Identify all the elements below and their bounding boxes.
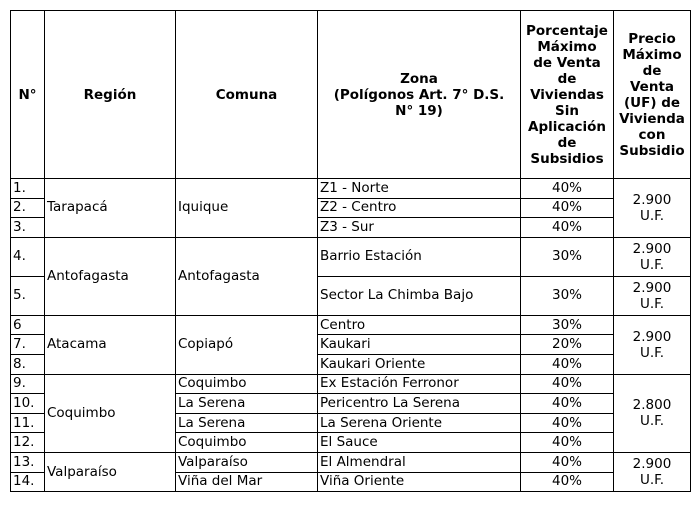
row-number: 9.: [11, 374, 45, 394]
header-comuna: Comuna: [176, 11, 318, 179]
comuna-cell: Coquimbo: [176, 433, 318, 453]
header-porcentaje: Porcentaje Máximo de Venta de Viviendas Sin Aplicación de Subsidios: [521, 11, 614, 179]
row-number: 4.: [11, 237, 45, 276]
header-region: Región: [45, 11, 176, 179]
zona-cell: Barrio Estación: [318, 237, 521, 276]
percentage-cell: 40%: [521, 374, 614, 394]
price-cell: 2.900 U.F.: [614, 237, 691, 276]
table-row: [11, 452, 691, 472]
price-cell: 2.900 U.F.: [614, 452, 691, 491]
zona-cell: La Serena Oriente: [318, 413, 521, 433]
row-number: 14.: [11, 472, 45, 492]
zona-cell: Pericentro La Serena: [318, 394, 521, 414]
row-number: 12.: [11, 433, 45, 453]
price-cell: 2.900 U.F.: [614, 276, 691, 315]
zona-cell: Sector La Chimba Bajo: [318, 276, 521, 315]
row-number: 11.: [11, 413, 45, 433]
header-row: [11, 11, 691, 179]
header-precio: Precio Máximo de Venta (UF) de Vivienda con Subsidio: [614, 11, 691, 179]
header-zona: Zona (Polígonos Art. 7° D.S. N° 19): [318, 11, 521, 179]
comuna-cell: La Serena: [176, 413, 318, 433]
zona-cell: Kaukari Oriente: [318, 354, 521, 374]
comuna-cell: La Serena: [176, 394, 318, 414]
table-row: [11, 237, 691, 276]
percentage-cell: 40%: [521, 218, 614, 238]
row-number: 2.: [11, 198, 45, 218]
row-number: 10.: [11, 394, 45, 414]
zona-cell: Viña Oriente: [318, 472, 521, 492]
percentage-cell: 40%: [521, 179, 614, 199]
zona-cell: Ex Estación Ferronor: [318, 374, 521, 394]
row-number: 5.: [11, 276, 45, 315]
comuna-cell: Viña del Mar: [176, 472, 318, 492]
housing-price-table: [10, 10, 691, 492]
zona-cell: El Almendral: [318, 452, 521, 472]
percentage-cell: 30%: [521, 315, 614, 335]
row-number: 3.: [11, 218, 45, 238]
comuna-cell: Iquique: [176, 179, 318, 238]
percentage-cell: 40%: [521, 354, 614, 374]
comuna-cell: Coquimbo: [176, 374, 318, 394]
table-row: [11, 374, 691, 394]
zona-cell: Z2 - Centro: [318, 198, 521, 218]
row-number: 13.: [11, 452, 45, 472]
row-number: 7.: [11, 335, 45, 355]
price-cell: 2.800 U.F.: [614, 374, 691, 452]
row-number: 6: [11, 315, 45, 335]
percentage-cell: 30%: [521, 237, 614, 276]
percentage-cell: 40%: [521, 413, 614, 433]
table-row: [11, 315, 691, 335]
zona-cell: Z1 - Norte: [318, 179, 521, 199]
region-cell: Tarapacá: [45, 179, 176, 238]
comuna-cell: Copiapó: [176, 315, 318, 374]
comuna-cell: Antofagasta: [176, 237, 318, 315]
region-cell: Valparaíso: [45, 452, 176, 491]
percentage-cell: 30%: [521, 276, 614, 315]
percentage-cell: 20%: [521, 335, 614, 355]
row-number: 8.: [11, 354, 45, 374]
percentage-cell: 40%: [521, 452, 614, 472]
zona-cell: Centro: [318, 315, 521, 335]
region-cell: Antofagasta: [45, 237, 176, 315]
row-number: 1.: [11, 179, 45, 199]
percentage-cell: 40%: [521, 472, 614, 492]
comuna-cell: Valparaíso: [176, 452, 318, 472]
price-cell: 2.900 U.F.: [614, 315, 691, 374]
zona-cell: Z3 - Sur: [318, 218, 521, 238]
percentage-cell: 40%: [521, 433, 614, 453]
percentage-cell: 40%: [521, 394, 614, 414]
table-row: [11, 179, 691, 199]
header-number: N°: [11, 11, 45, 179]
region-cell: Coquimbo: [45, 374, 176, 452]
percentage-cell: 40%: [521, 198, 614, 218]
zona-cell: El Sauce: [318, 433, 521, 453]
price-cell: 2.900 U.F.: [614, 179, 691, 238]
region-cell: Atacama: [45, 315, 176, 374]
zona-cell: Kaukari: [318, 335, 521, 355]
